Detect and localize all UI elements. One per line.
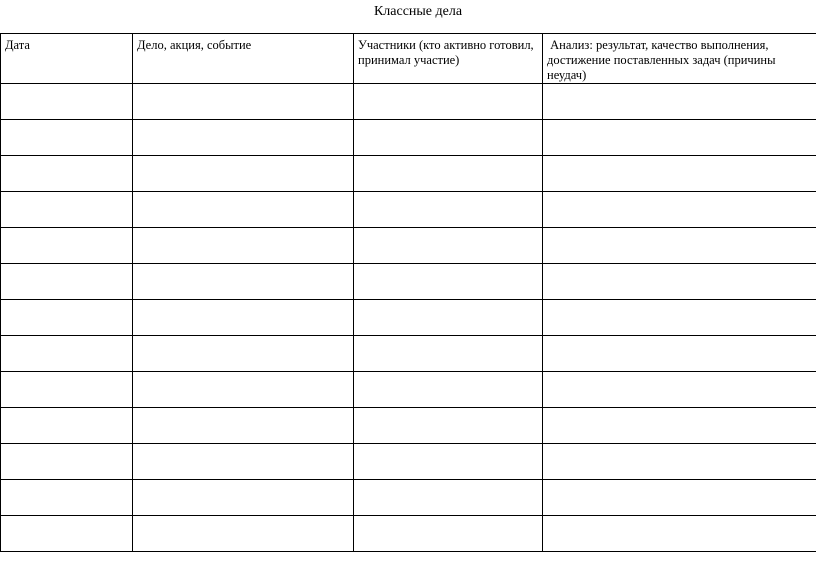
cell-participants[interactable] bbox=[354, 228, 543, 264]
page-title: Классные дела bbox=[373, 4, 463, 19]
table-row bbox=[1, 408, 816, 444]
cell-analysis[interactable] bbox=[543, 264, 816, 300]
cell-participants[interactable] bbox=[354, 120, 543, 156]
cell-participants[interactable] bbox=[354, 336, 543, 372]
cell-activity[interactable] bbox=[133, 120, 354, 156]
cell-activity[interactable] bbox=[133, 444, 354, 480]
cell-analysis[interactable] bbox=[543, 228, 816, 264]
cell-analysis[interactable] bbox=[543, 156, 816, 192]
table-body bbox=[1, 84, 816, 552]
cell-activity[interactable] bbox=[133, 264, 354, 300]
cell-date[interactable] bbox=[1, 228, 133, 264]
cell-participants[interactable] bbox=[354, 480, 543, 516]
cell-activity[interactable] bbox=[133, 408, 354, 444]
cell-analysis[interactable] bbox=[543, 516, 816, 552]
cell-analysis[interactable] bbox=[543, 336, 816, 372]
cell-activity[interactable] bbox=[133, 300, 354, 336]
cell-date[interactable] bbox=[1, 408, 133, 444]
table-header-row bbox=[1, 34, 816, 84]
cell-activity[interactable] bbox=[133, 480, 354, 516]
cell-analysis[interactable] bbox=[543, 480, 816, 516]
cell-date[interactable] bbox=[1, 120, 133, 156]
cell-analysis[interactable] bbox=[543, 300, 816, 336]
header-participants: Участники (кто активно готовил, принимал участие) bbox=[354, 34, 543, 84]
cell-activity[interactable] bbox=[133, 372, 354, 408]
table-row bbox=[1, 336, 816, 372]
cell-analysis[interactable] bbox=[543, 444, 816, 480]
cell-activity[interactable] bbox=[133, 192, 354, 228]
cell-participants[interactable] bbox=[354, 156, 543, 192]
table-row bbox=[1, 228, 816, 264]
cell-activity[interactable] bbox=[133, 336, 354, 372]
cell-analysis[interactable] bbox=[543, 408, 816, 444]
cell-date[interactable] bbox=[1, 336, 133, 372]
header-date: Дата bbox=[1, 34, 133, 84]
cell-date[interactable] bbox=[1, 192, 133, 228]
cell-activity[interactable] bbox=[133, 84, 354, 120]
cell-analysis[interactable] bbox=[543, 120, 816, 156]
cell-participants[interactable] bbox=[354, 408, 543, 444]
cell-participants[interactable] bbox=[354, 84, 543, 120]
table-row bbox=[1, 264, 816, 300]
cell-date[interactable] bbox=[1, 156, 133, 192]
cell-date[interactable] bbox=[1, 264, 133, 300]
table-row bbox=[1, 120, 816, 156]
header-analysis: Анализ: результат, качество выполнения, достижение поставленных задач (причины неудач) bbox=[543, 34, 816, 84]
table-row bbox=[1, 480, 816, 516]
cell-date[interactable] bbox=[1, 84, 133, 120]
table-row bbox=[1, 516, 816, 552]
cell-date[interactable] bbox=[1, 444, 133, 480]
cell-participants[interactable] bbox=[354, 300, 543, 336]
cell-date[interactable] bbox=[1, 516, 133, 552]
cell-activity[interactable] bbox=[133, 228, 354, 264]
cell-participants[interactable] bbox=[354, 444, 543, 480]
cell-analysis[interactable] bbox=[543, 372, 816, 408]
cell-analysis[interactable] bbox=[543, 84, 816, 120]
table-row bbox=[1, 192, 816, 228]
cell-activity[interactable] bbox=[133, 516, 354, 552]
cell-date[interactable] bbox=[1, 480, 133, 516]
class-activities-table bbox=[0, 33, 816, 552]
table-row bbox=[1, 444, 816, 480]
cell-participants[interactable] bbox=[354, 192, 543, 228]
table-row bbox=[1, 372, 816, 408]
cell-participants[interactable] bbox=[354, 372, 543, 408]
cell-participants[interactable] bbox=[354, 264, 543, 300]
cell-date[interactable] bbox=[1, 372, 133, 408]
header-activity: Дело, акция, событие bbox=[133, 34, 354, 84]
cell-date[interactable] bbox=[1, 300, 133, 336]
cell-analysis[interactable] bbox=[543, 192, 816, 228]
table-row bbox=[1, 300, 816, 336]
table-row bbox=[1, 156, 816, 192]
cell-participants[interactable] bbox=[354, 516, 543, 552]
table-row bbox=[1, 84, 816, 120]
cell-activity[interactable] bbox=[133, 156, 354, 192]
